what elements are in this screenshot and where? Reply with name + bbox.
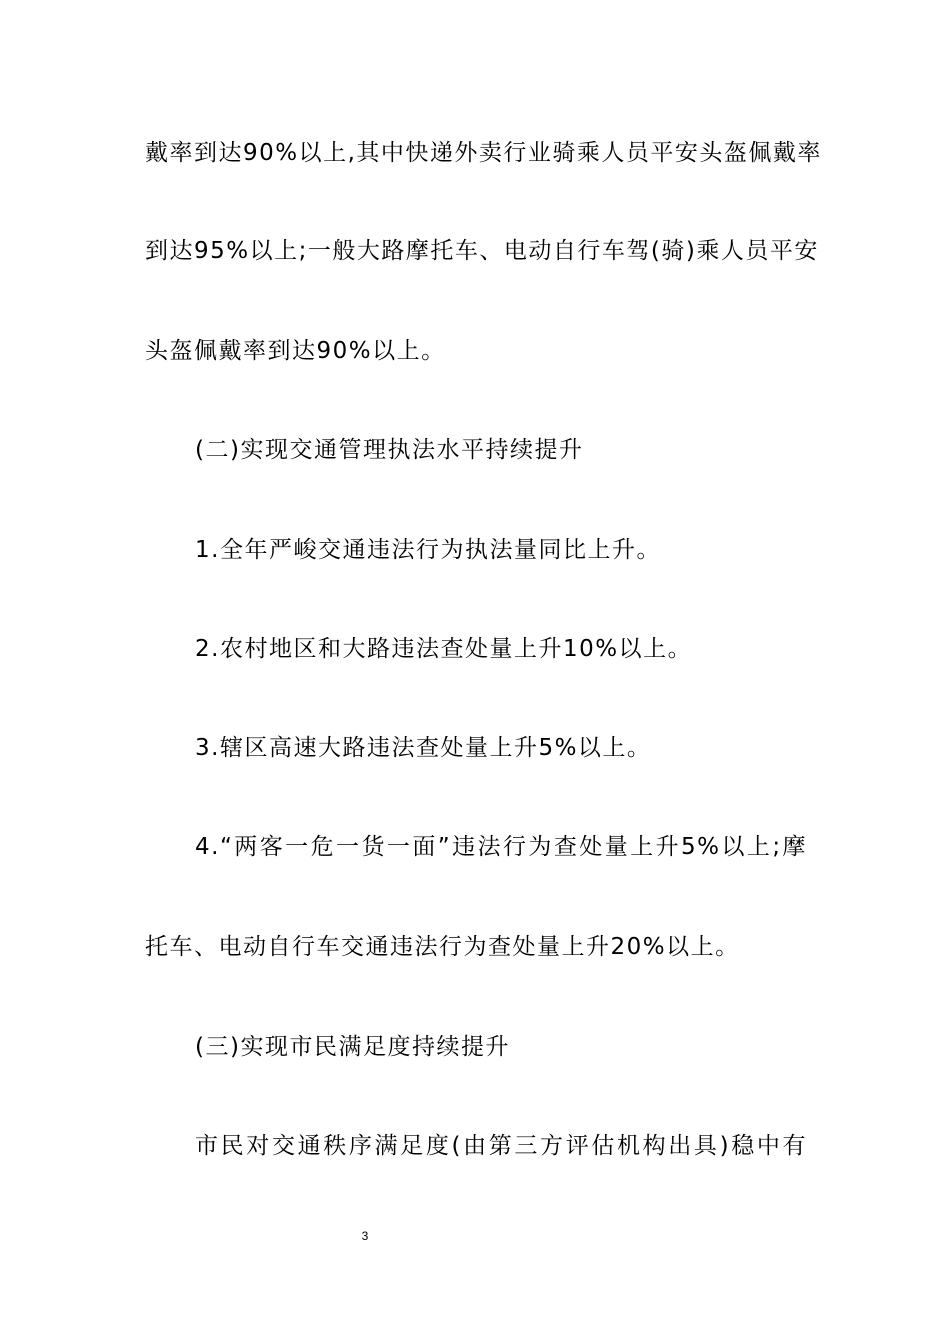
list-item-2: 2.农村地区和大路违法查处量上升10%以上。 (195, 636, 693, 662)
page-number: 3 (361, 1229, 369, 1243)
body-line-last: 市民对交通秩序满足度(由第三方评估机构出具)稳中有 (195, 1133, 807, 1159)
body-line-2: 到达95%以上;一般大路摩托车、电动自行车驾(骑)乘人员平安 (145, 238, 819, 264)
section-heading-2: (二)实现交通管理执法水平持续提升 (195, 437, 584, 463)
list-item-3: 3.辖区高速大路违法查处量上升5%以上。 (195, 735, 652, 761)
section-heading-3: (三)实现市民满足度持续提升 (195, 1034, 510, 1060)
list-item-4-continued: 托车、电动自行车交通违法行为查处量上升20%以上。 (145, 934, 740, 960)
body-line-3: 头盔佩戴率到达90%以上。 (145, 338, 446, 364)
list-item-4: 4.“两客一危一货一面”违法行为查处量上升5%以上;摩 (195, 834, 807, 860)
list-item-1: 1.全年严峻交通违法行为执法量同比上升。 (195, 537, 661, 563)
body-line-1: 戴率到达90%以上,其中快递外卖行业骑乘人员平安头盔佩戴率 (145, 140, 822, 166)
